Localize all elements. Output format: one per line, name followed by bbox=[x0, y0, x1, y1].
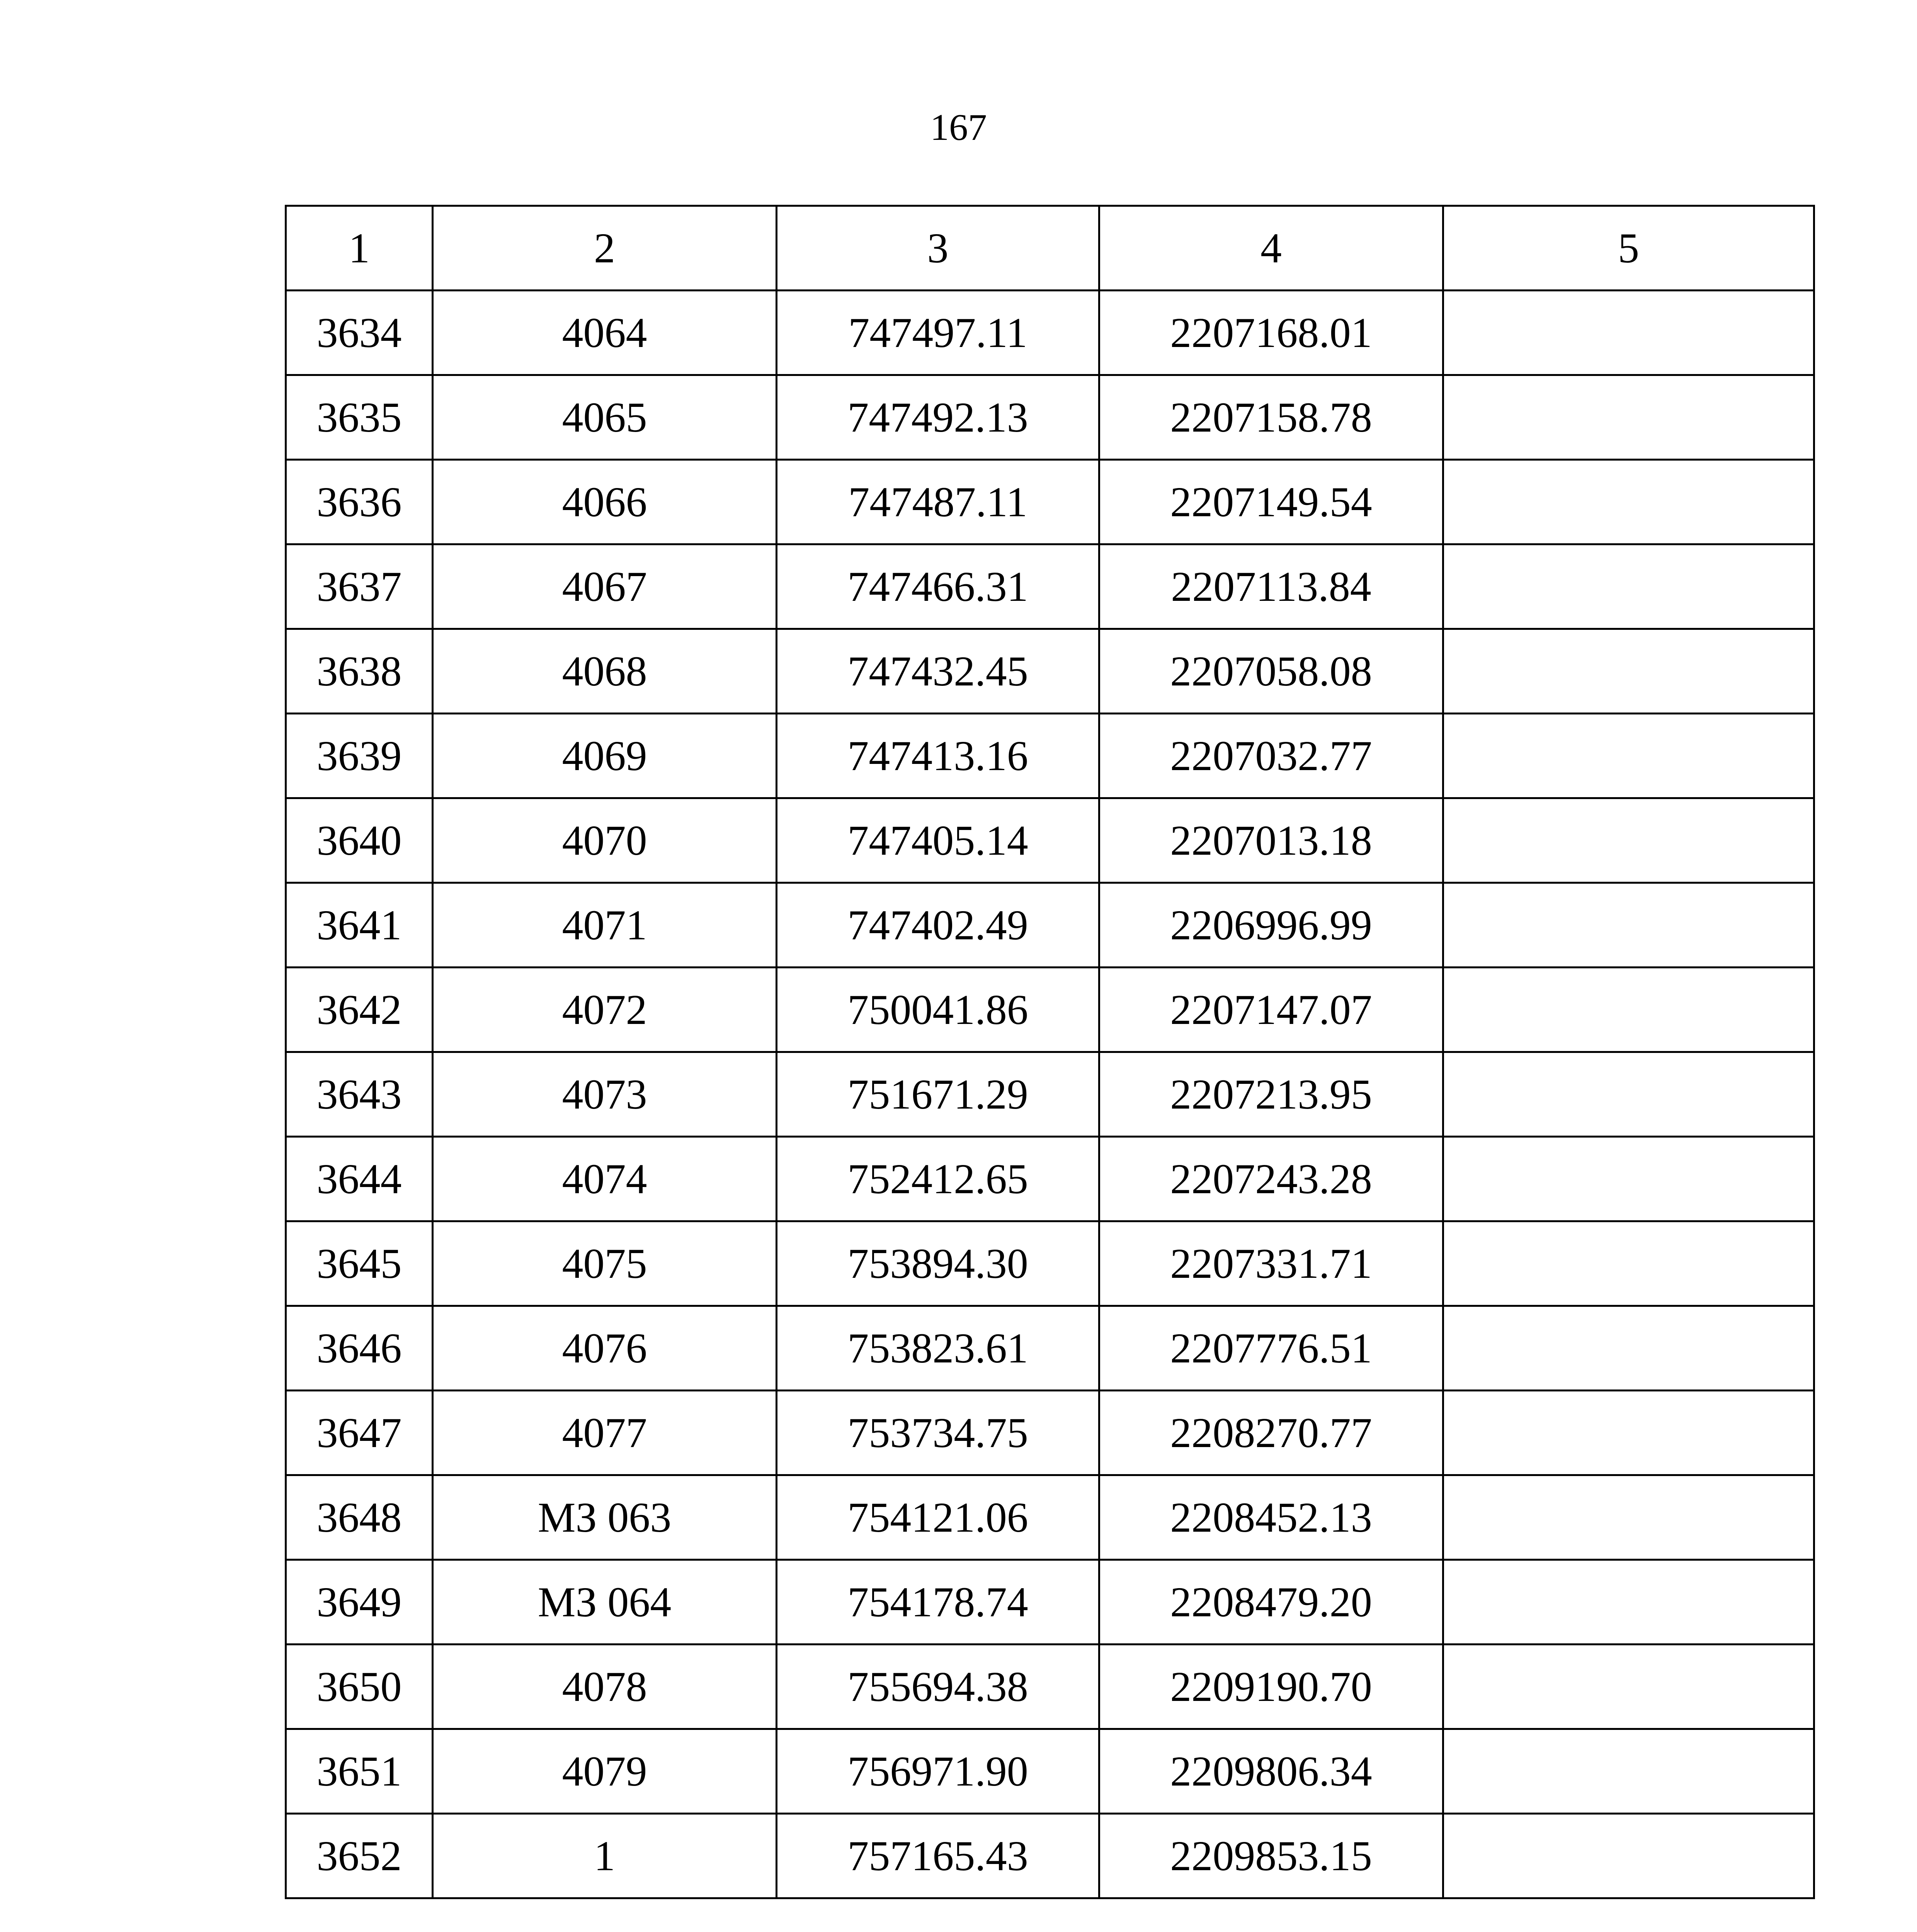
x-coordinate-cell: 755694.38 bbox=[777, 1645, 1099, 1729]
y-coordinate-cell: 2208479.20 bbox=[1099, 1560, 1443, 1645]
note-cell bbox=[1443, 1729, 1814, 1814]
row-number-cell: 3652 bbox=[286, 1814, 433, 1898]
row-number-cell: 3646 bbox=[286, 1306, 433, 1391]
table-row bbox=[286, 629, 1814, 714]
note-cell bbox=[1443, 968, 1814, 1052]
row-number-cell: 3642 bbox=[286, 968, 433, 1052]
header-cell-1: 1 bbox=[286, 206, 433, 291]
table-row bbox=[286, 883, 1814, 968]
x-coordinate-cell: 747405.14 bbox=[777, 798, 1099, 883]
note-cell bbox=[1443, 460, 1814, 544]
table-row bbox=[286, 798, 1814, 883]
y-coordinate-cell: 2207058.08 bbox=[1099, 629, 1443, 714]
note-cell bbox=[1443, 1475, 1814, 1560]
header-cell-3: 3 bbox=[777, 206, 1099, 291]
table-row bbox=[286, 1560, 1814, 1645]
y-coordinate-cell: 2207147.07 bbox=[1099, 968, 1443, 1052]
point-number-cell: 4078 bbox=[433, 1645, 777, 1729]
y-coordinate-cell: 2207168.01 bbox=[1099, 291, 1443, 375]
x-coordinate-cell: 747402.49 bbox=[777, 883, 1099, 968]
x-coordinate-cell: 747466.31 bbox=[777, 544, 1099, 629]
x-coordinate-cell: 747413.16 bbox=[777, 714, 1099, 798]
table-row bbox=[286, 1221, 1814, 1306]
header-cell-2: 2 bbox=[433, 206, 777, 291]
note-cell bbox=[1443, 544, 1814, 629]
x-coordinate-cell: 751671.29 bbox=[777, 1052, 1099, 1137]
point-number-cell: 4076 bbox=[433, 1306, 777, 1391]
y-coordinate-cell: 2207331.71 bbox=[1099, 1221, 1443, 1306]
y-coordinate-cell: 2209806.34 bbox=[1099, 1729, 1443, 1814]
y-coordinate-cell: 2207149.54 bbox=[1099, 460, 1443, 544]
point-number-cell: 4067 bbox=[433, 544, 777, 629]
point-number-cell: 4075 bbox=[433, 1221, 777, 1306]
table-row bbox=[286, 375, 1814, 460]
x-coordinate-cell: 754121.06 bbox=[777, 1475, 1099, 1560]
y-coordinate-cell: 2206996.99 bbox=[1099, 883, 1443, 968]
table-row bbox=[286, 1052, 1814, 1137]
y-coordinate-cell: 2207776.51 bbox=[1099, 1306, 1443, 1391]
note-cell bbox=[1443, 1814, 1814, 1898]
note-cell bbox=[1443, 629, 1814, 714]
row-number-cell: 3637 bbox=[286, 544, 433, 629]
coordinates-table-body bbox=[286, 206, 1814, 1898]
x-coordinate-cell: 747492.13 bbox=[777, 375, 1099, 460]
y-coordinate-cell: 2208270.77 bbox=[1099, 1391, 1443, 1475]
point-number-cell: 4072 bbox=[433, 968, 777, 1052]
y-coordinate-cell: 2209190.70 bbox=[1099, 1645, 1443, 1729]
point-number-cell: 4071 bbox=[433, 883, 777, 968]
y-coordinate-cell: 2207113.84 bbox=[1099, 544, 1443, 629]
y-coordinate-cell: 2207158.78 bbox=[1099, 375, 1443, 460]
note-cell bbox=[1443, 1306, 1814, 1391]
row-number-cell: 3648 bbox=[286, 1475, 433, 1560]
row-number-cell: 3635 bbox=[286, 375, 433, 460]
row-number-cell: 3641 bbox=[286, 883, 433, 968]
header-cell-4: 4 bbox=[1099, 206, 1443, 291]
note-cell bbox=[1443, 1645, 1814, 1729]
table-row bbox=[286, 1645, 1814, 1729]
x-coordinate-cell: 753823.61 bbox=[777, 1306, 1099, 1391]
y-coordinate-cell: 2209853.15 bbox=[1099, 1814, 1443, 1898]
x-coordinate-cell: 756971.90 bbox=[777, 1729, 1099, 1814]
row-number-cell: 3636 bbox=[286, 460, 433, 544]
note-cell bbox=[1443, 883, 1814, 968]
note-cell bbox=[1443, 1137, 1814, 1221]
note-cell bbox=[1443, 1052, 1814, 1137]
row-number-cell: 3643 bbox=[286, 1052, 433, 1137]
point-number-cell: 4069 bbox=[433, 714, 777, 798]
row-number-cell: 3640 bbox=[286, 798, 433, 883]
table-row bbox=[286, 1475, 1814, 1560]
row-number-cell: 3644 bbox=[286, 1137, 433, 1221]
point-number-cell: МЗ 064 bbox=[433, 1560, 777, 1645]
y-coordinate-cell: 2207243.28 bbox=[1099, 1137, 1443, 1221]
point-number-cell: 4074 bbox=[433, 1137, 777, 1221]
note-cell bbox=[1443, 1221, 1814, 1306]
point-number-cell: 1 bbox=[433, 1814, 777, 1898]
x-coordinate-cell: 753894.30 bbox=[777, 1221, 1099, 1306]
x-coordinate-cell: 752412.65 bbox=[777, 1137, 1099, 1221]
note-cell bbox=[1443, 375, 1814, 460]
note-cell bbox=[1443, 1391, 1814, 1475]
table-header-row bbox=[286, 206, 1814, 291]
x-coordinate-cell: 747487.11 bbox=[777, 460, 1099, 544]
page-number: 167 bbox=[930, 107, 987, 148]
point-number-cell: 4079 bbox=[433, 1729, 777, 1814]
table-row bbox=[286, 1814, 1814, 1898]
y-coordinate-cell: 2207032.77 bbox=[1099, 714, 1443, 798]
x-coordinate-cell: 753734.75 bbox=[777, 1391, 1099, 1475]
table-row bbox=[286, 291, 1814, 375]
point-number-cell: 4077 bbox=[433, 1391, 777, 1475]
y-coordinate-cell: 2207013.18 bbox=[1099, 798, 1443, 883]
note-cell bbox=[1443, 291, 1814, 375]
note-cell bbox=[1443, 1560, 1814, 1645]
point-number-cell: 4068 bbox=[433, 629, 777, 714]
header-cell-5: 5 bbox=[1443, 206, 1814, 291]
x-coordinate-cell: 747497.11 bbox=[777, 291, 1099, 375]
row-number-cell: 3647 bbox=[286, 1391, 433, 1475]
table-row bbox=[286, 1137, 1814, 1221]
x-coordinate-cell: 750041.86 bbox=[777, 968, 1099, 1052]
point-number-cell: 4064 bbox=[433, 291, 777, 375]
row-number-cell: 3645 bbox=[286, 1221, 433, 1306]
row-number-cell: 3638 bbox=[286, 629, 433, 714]
row-number-cell: 3639 bbox=[286, 714, 433, 798]
table-row bbox=[286, 1306, 1814, 1391]
x-coordinate-cell: 757165.43 bbox=[777, 1814, 1099, 1898]
note-cell bbox=[1443, 798, 1814, 883]
y-coordinate-cell: 2207213.95 bbox=[1099, 1052, 1443, 1137]
row-number-cell: 3649 bbox=[286, 1560, 433, 1645]
point-number-cell: 4066 bbox=[433, 460, 777, 544]
row-number-cell: 3651 bbox=[286, 1729, 433, 1814]
y-coordinate-cell: 2208452.13 bbox=[1099, 1475, 1443, 1560]
table-row bbox=[286, 460, 1814, 544]
point-number-cell: 4073 bbox=[433, 1052, 777, 1137]
table-row bbox=[286, 968, 1814, 1052]
x-coordinate-cell: 754178.74 bbox=[777, 1560, 1099, 1645]
table-row bbox=[286, 1729, 1814, 1814]
table-row bbox=[286, 1391, 1814, 1475]
point-number-cell: 4065 bbox=[433, 375, 777, 460]
point-number-cell: МЗ 063 bbox=[433, 1475, 777, 1560]
note-cell bbox=[1443, 714, 1814, 798]
point-number-cell: 4070 bbox=[433, 798, 777, 883]
row-number-cell: 3634 bbox=[286, 291, 433, 375]
table-row bbox=[286, 544, 1814, 629]
coordinates-table bbox=[285, 205, 1815, 1899]
table-row bbox=[286, 714, 1814, 798]
row-number-cell: 3650 bbox=[286, 1645, 433, 1729]
x-coordinate-cell: 747432.45 bbox=[777, 629, 1099, 714]
